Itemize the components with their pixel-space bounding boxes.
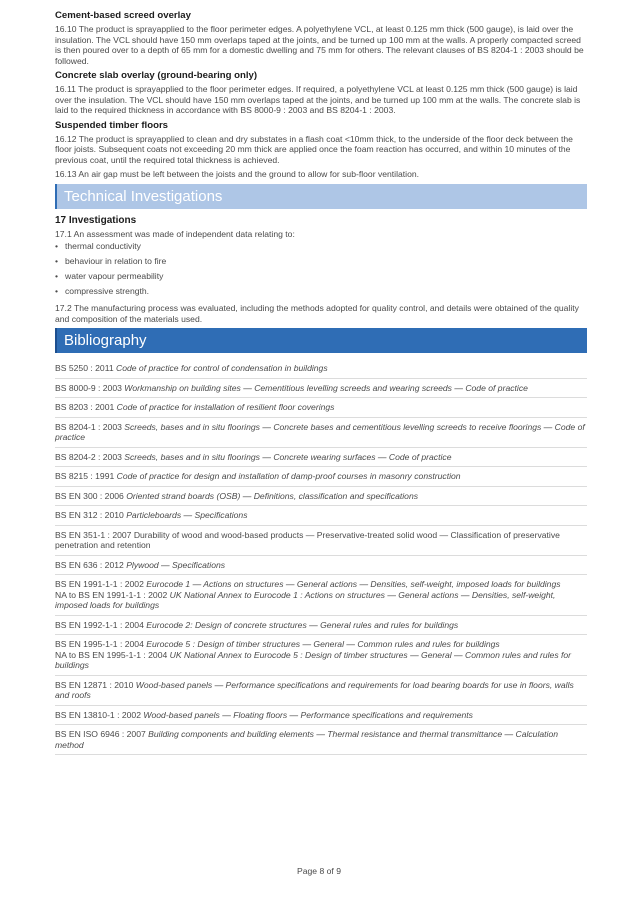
list-item: • water vapour permeability bbox=[55, 271, 164, 281]
para-16-11: 16.11 The product is sprayapplied to the floor perimeter edges. If required, a polyethylene VCL at least 0.125 mm thick (500 gauge) is laid over the insulation. The VCL should have 150 mm overlaps taped at the joints, and be turned up 100 mm at the walls. The concrete slab is laid to the required thickness in accordance with BS 8000-9 : 2003 and BS 8204-1 : 2003. bbox=[55, 84, 581, 115]
timber-floors-heading: Suspended timber floors bbox=[55, 119, 169, 131]
banner-title: Bibliography bbox=[64, 332, 147, 349]
reference-title: UK National Annex to Eurocode 5 : Design of timber structures — General — Common rules and rules for buildings bbox=[55, 649, 572, 670]
bibliography-entry bbox=[55, 487, 587, 507]
reference-code: BS EN 13810-1 : 2002 bbox=[55, 709, 144, 720]
reference-title: Wood-based panels — Floating floors — Performance specifications and requirements bbox=[143, 709, 473, 720]
reference-title: Eurocode 2: Design of concrete structures — General rules and rules for buildings bbox=[146, 619, 459, 630]
reference-title: Code of practice for design and installation of damp-proof courses in masonry construction bbox=[116, 471, 461, 481]
reference-code: BS EN ISO 6946 : 2007 bbox=[55, 729, 149, 739]
reference-title: Screeds, bases and in situ floorings — Concrete wearing surfaces — Code of practice bbox=[124, 451, 452, 462]
reference-title: Eurocode 1 — Actions on structures — General actions — Densities, self-weight, imposed loads for buildings bbox=[146, 579, 561, 589]
reference-title: Particleboards — Specifications bbox=[126, 510, 248, 520]
reference-code: BS 8204-1 : 2003 bbox=[55, 421, 125, 432]
reference-code: BS EN 300 : 2006 bbox=[55, 490, 127, 501]
reference-code: BS EN 636 : 2012 bbox=[55, 559, 127, 570]
reference-code: BS 8215 : 1991 bbox=[55, 471, 117, 481]
reference-code: BS 8000-9 : 2003 bbox=[55, 382, 125, 393]
bibliography-entry bbox=[55, 379, 587, 399]
banner-accent-bar bbox=[55, 328, 57, 353]
reference-title: Eurocode 5 : Design of timber structures — General — Common rules and rules for buildings bbox=[146, 639, 500, 649]
bibliography-entry bbox=[55, 448, 587, 468]
bibliography-entry bbox=[55, 359, 587, 379]
bibliography-entry bbox=[55, 556, 587, 576]
bibliography-entry bbox=[55, 467, 587, 487]
list-item: • thermal conductivity bbox=[55, 241, 141, 251]
reference-title: Wood-based panels — Performance specifications and requirements for load bearing boards for use in floors, walls and roofs bbox=[55, 679, 574, 700]
reference-code: BS 8204-2 : 2003 bbox=[55, 451, 125, 462]
para-16-12: 16.12 The product is sprayapplied to clean and dry substates in a flash coat <10mm thick, to the underside of the floor deck between the floor joists. Subsequent coats not exceeding 20 mm thick are applied once the foam reaction has occurred, and within 10 minutes of the previous coat, until the required total thickness is achieved. bbox=[55, 133, 573, 165]
reference-title: UK National Annex to Eurocode 1 : Actions on structures — General actions — Densities, self-weight, imposed loads for buildings bbox=[55, 589, 556, 610]
reference-code: BS 8203 : 2001 bbox=[55, 402, 117, 412]
bibliography-entry bbox=[55, 418, 587, 448]
bibliography-list bbox=[55, 359, 587, 755]
list-item: • compressive strength. bbox=[55, 286, 150, 296]
reference-title: Workmanship on building sites — Cementitious levelling screeds and wearing screeds — Code of practice bbox=[124, 382, 528, 393]
bibliography-entry bbox=[55, 616, 587, 636]
banner-accent-bar bbox=[55, 184, 57, 209]
list-item: • behaviour in relation to fire bbox=[55, 256, 167, 266]
page-footer: Page 8 of 9 bbox=[297, 866, 341, 876]
reference-title: Oriented strand boards (OSB) — Definitions, classification and specifications bbox=[126, 490, 419, 501]
para-16-10: 16.10 The product is sprayapplied to the floor perimeter edges. A polyethylene VCL, at least 0.125 mm thick (500 gauge), is laid over the insulation. The VCL should have 150 mm overlaps taped at the joints, and be turned up 100 mm at the walls. A properly compacted screed is then poured over to a depth of 65 mm for a domestic dwelling and 75 mm for others. The relevant clauses of BS 8204-1 : 2003 should be followed. bbox=[55, 24, 584, 66]
bibliography-entry bbox=[55, 506, 587, 526]
technical-investigations-banner bbox=[55, 184, 587, 209]
reference-code: BS EN 351-1 : 2007 Durability of wood and wood-based products — Preservative-treated solid wood — Classification of preservative penetration and retention bbox=[55, 529, 560, 550]
reference-title: Building components and building elements — Thermal resistance and thermal transmittance — Calculation method bbox=[55, 729, 559, 750]
bibliography-entry bbox=[55, 575, 587, 616]
reference-code: NA to BS EN 1995-1-1 : 2004 bbox=[55, 649, 170, 660]
reference-title: Code of practice for control of condensation in buildings bbox=[116, 363, 328, 373]
reference-title: Screeds, bases and in situ floorings — Concrete bases and cementitious levelling screeds to receive floorings — Code of practice bbox=[55, 421, 585, 442]
bibliography-entry bbox=[55, 635, 587, 676]
bibliography-entry bbox=[55, 398, 587, 418]
reference-code: BS 5250 : 2011 bbox=[55, 363, 116, 373]
para-17-1: 17.1 An assessment was made of independent data relating to: bbox=[55, 228, 295, 239]
reference-title: Plywood — Specifications bbox=[126, 559, 226, 570]
reference-title: Code of practice for installation of resilient floor coverings bbox=[116, 402, 335, 412]
reference-code: BS EN 1991-1-1 : 2002 bbox=[55, 579, 147, 589]
investigations-heading: 17 Investigations bbox=[55, 214, 137, 226]
para-16-13: 16.13 An air gap must be left between the joists and the ground to allow for sub-floor ventilation. bbox=[55, 169, 420, 179]
bibliography-entry bbox=[55, 706, 587, 726]
reference-code: BS EN 312 : 2010 bbox=[55, 510, 127, 520]
para-17-2: 17.2 The manufacturing process was evaluated, including the methods adopted for quality control, and details were obtained of the quality and composition of the materials used. bbox=[55, 303, 579, 324]
reference-code: BS EN 12871 : 2010 bbox=[55, 679, 136, 690]
bibliography-banner bbox=[55, 328, 587, 353]
page-content bbox=[55, 10, 587, 755]
bibliography-entry bbox=[55, 725, 587, 755]
reference-code: BS EN 1995-1-1 : 2004 bbox=[55, 639, 147, 649]
reference-code: NA to BS EN 1991-1-1 : 2002 bbox=[55, 589, 170, 600]
bibliography-entry bbox=[55, 526, 587, 556]
reference-code: BS EN 1992-1-1 : 2004 bbox=[55, 619, 147, 630]
banner-title: Technical Investigations bbox=[64, 187, 223, 205]
bibliography-entry bbox=[55, 676, 587, 706]
concrete-slab-heading: Concrete slab overlay (ground-bearing only) bbox=[55, 70, 258, 81]
cement-screed-heading: Cement-based screed overlay bbox=[55, 10, 191, 21]
assessment-list bbox=[55, 239, 587, 299]
